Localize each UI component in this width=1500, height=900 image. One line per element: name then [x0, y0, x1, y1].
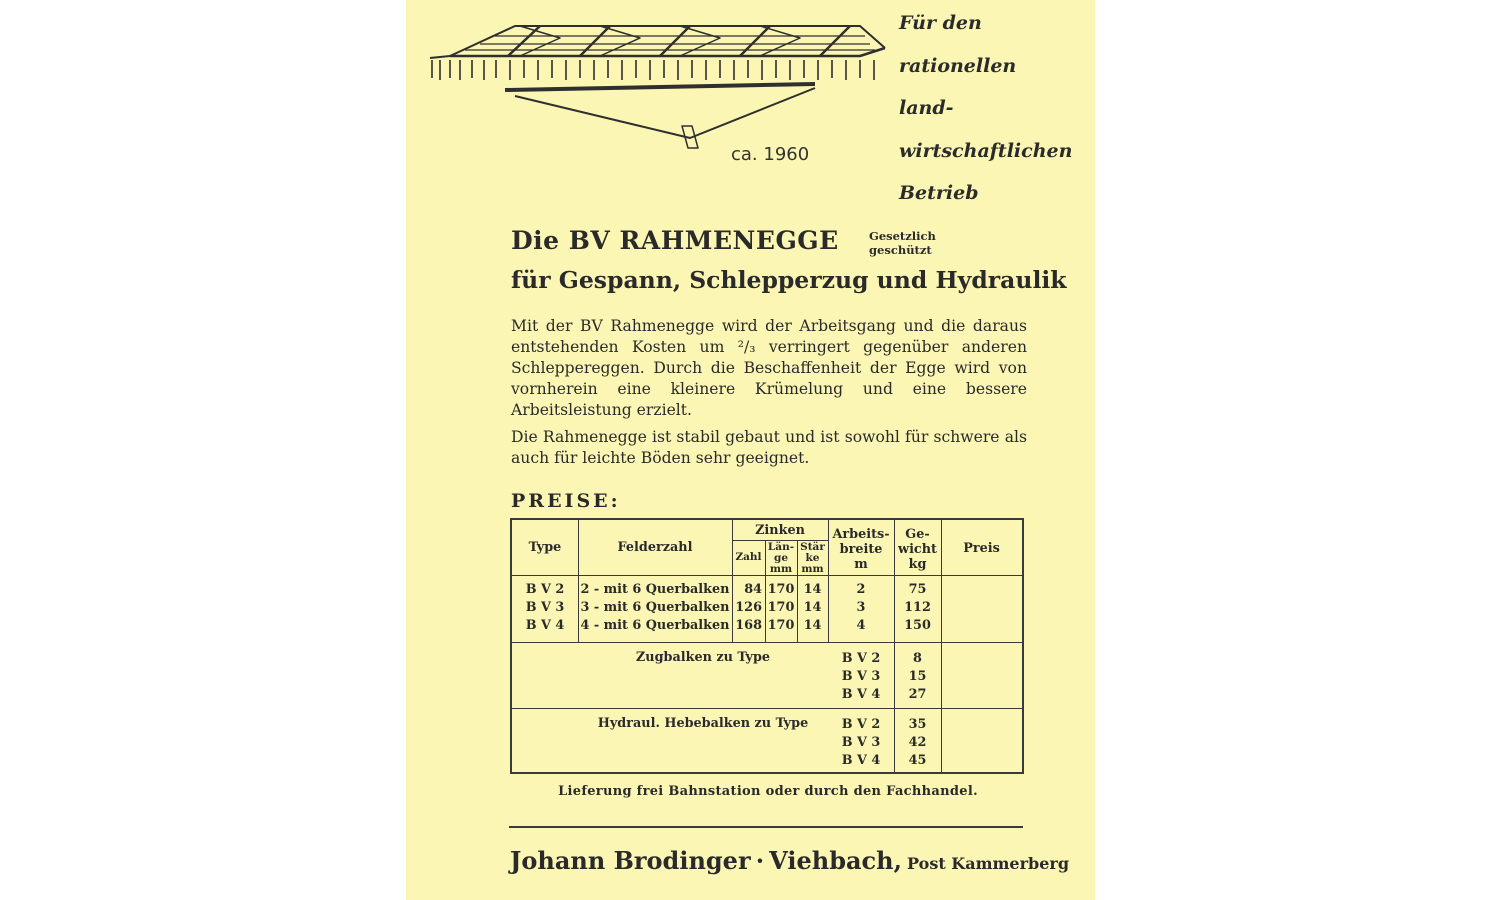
drawbar-weights	[894, 650, 941, 704]
header-width-line: breite	[839, 542, 883, 557]
table-divider	[512, 575, 1022, 576]
paragraph: Die Rahmenegge ist stabil gebaut und ist sowohl für schwere als auch für leichte Böden sehr geeignet.	[511, 428, 1027, 467]
table-cell: B V 4	[525, 618, 565, 633]
table-cell: B V 3	[841, 735, 881, 750]
delivery-note: Lieferung frei Bahnstation oder durch den Fachhandel.	[558, 784, 978, 799]
company-name: Johann Brodinger	[510, 846, 751, 875]
table-divider	[512, 708, 1022, 709]
column-count	[732, 581, 762, 635]
table-cell: B V 3	[525, 600, 565, 615]
table-cell: 15	[908, 669, 927, 684]
price-table	[510, 518, 1024, 774]
protection-line: Gesetzlich	[869, 229, 936, 243]
harrow-illustration	[420, 18, 890, 158]
header-type: Type	[528, 540, 562, 555]
column-working-width	[828, 581, 894, 635]
slogan-line: wirtschaftlichen	[899, 139, 1073, 162]
drawbar-label: Zugbalken zu Type	[635, 650, 771, 665]
hydraulic-types	[828, 716, 894, 770]
table-cell: 112	[904, 600, 931, 615]
table-cell: 168	[735, 618, 762, 633]
table-cell: 170	[767, 600, 795, 615]
table-cell: B V 2	[841, 717, 881, 732]
page-subtitle: für Gespann, Schlepperzug und Hydraulik	[511, 266, 1067, 294]
column-weight	[894, 581, 941, 635]
table-cell: 45	[908, 753, 927, 768]
advertisement-sheet	[406, 0, 1095, 900]
drawbar-types	[828, 650, 894, 704]
header-thickness-line: mm	[801, 563, 824, 575]
hydraulic-weights	[894, 716, 941, 770]
page-title: Die BV RAHMENEGGE	[511, 226, 839, 255]
header-weight-line: kg	[908, 557, 927, 572]
slogan-line: Für den	[899, 12, 982, 34]
town: Viehbach,	[769, 846, 902, 875]
post-office: Post Kammerberg	[907, 854, 1070, 873]
protection-line: geschützt	[869, 243, 932, 257]
table-cell: 170	[767, 582, 795, 597]
header-thickness	[797, 542, 828, 575]
slogan	[899, 2, 1089, 215]
table-cell: 8	[913, 651, 922, 666]
header-count: Zahl	[735, 551, 762, 563]
table-cell: 3 - mit 6 Querbalken	[580, 600, 730, 615]
slogan-line: rationellen	[899, 54, 1017, 77]
column-fields	[578, 581, 732, 635]
table-cell: 14	[803, 600, 822, 615]
table-cell: 126	[735, 600, 762, 615]
separator-dot: ·	[755, 846, 765, 875]
table-cell: 2	[856, 582, 866, 597]
prices-heading: PREISE:	[511, 490, 621, 512]
table-cell: 14	[803, 582, 822, 597]
header-width-line: Arbeits-	[832, 527, 890, 542]
table-cell: 84	[744, 582, 762, 597]
footer-address	[510, 846, 1069, 875]
header-tines: Zinken	[755, 523, 805, 538]
table-cell: 4	[856, 618, 866, 633]
table-cell: B V 2	[841, 651, 881, 666]
hydraulic-label: Hydraul. Hebebalken zu Type	[597, 716, 809, 731]
header-working-width	[828, 527, 894, 572]
header-thickness-line: ke	[805, 552, 820, 564]
column-length	[765, 581, 797, 635]
header-price: Preis	[963, 541, 1000, 556]
header-width-line: m	[854, 557, 868, 572]
header-length-line: mm	[769, 563, 793, 575]
header-length-line: Län-	[767, 541, 795, 553]
legal-protection-note	[869, 229, 936, 257]
table-cell: 2 - mit 6 Querbalken	[580, 582, 730, 597]
paragraph: Mit der BV Rahmenegge wird der Arbeitsgang und die daraus entstehenden Kosten um ²/₃ verringert gegenüber anderen Schleppereggen. Durch die Beschaffenheit der Egge wird von vornherein eine kleinere Krümelung und eine bessere Arbeitsleistung erzielt.	[511, 317, 1027, 419]
header-weight-line: Ge-	[905, 527, 930, 542]
header-length-line: ge	[773, 552, 789, 564]
table-rows	[512, 581, 1022, 635]
table-cell: 75	[908, 582, 927, 597]
table-cell: B V 3	[841, 669, 881, 684]
description-text	[511, 316, 1027, 475]
table-cell: B V 2	[525, 582, 565, 597]
table-cell: B V 4	[841, 687, 881, 702]
table-cell: 150	[904, 618, 931, 633]
table-cell: 27	[908, 687, 927, 702]
header-weight	[894, 527, 941, 572]
table-cell: 14	[803, 618, 822, 633]
table-cell: 170	[767, 618, 795, 633]
date-caption: ca. 1960	[731, 144, 810, 165]
table-cell: B V 4	[841, 753, 881, 768]
header-weight-line: wicht	[898, 542, 937, 557]
table-cell: 4 - mit 6 Querbalken	[580, 618, 730, 633]
column-thickness	[797, 581, 828, 635]
table-cell: 3	[856, 600, 866, 615]
column-type	[512, 581, 578, 635]
header-length	[765, 542, 797, 575]
header-thickness-line: Stär	[800, 541, 825, 553]
table-cell: 42	[908, 735, 927, 750]
header-fields: Felderzahl	[617, 540, 693, 555]
slogan-line: Betrieb	[899, 182, 979, 204]
table-divider	[512, 642, 1022, 643]
divider	[509, 826, 1023, 828]
table-cell: 35	[908, 717, 927, 732]
table-divider	[941, 520, 942, 772]
slogan-line: land-	[899, 97, 954, 119]
